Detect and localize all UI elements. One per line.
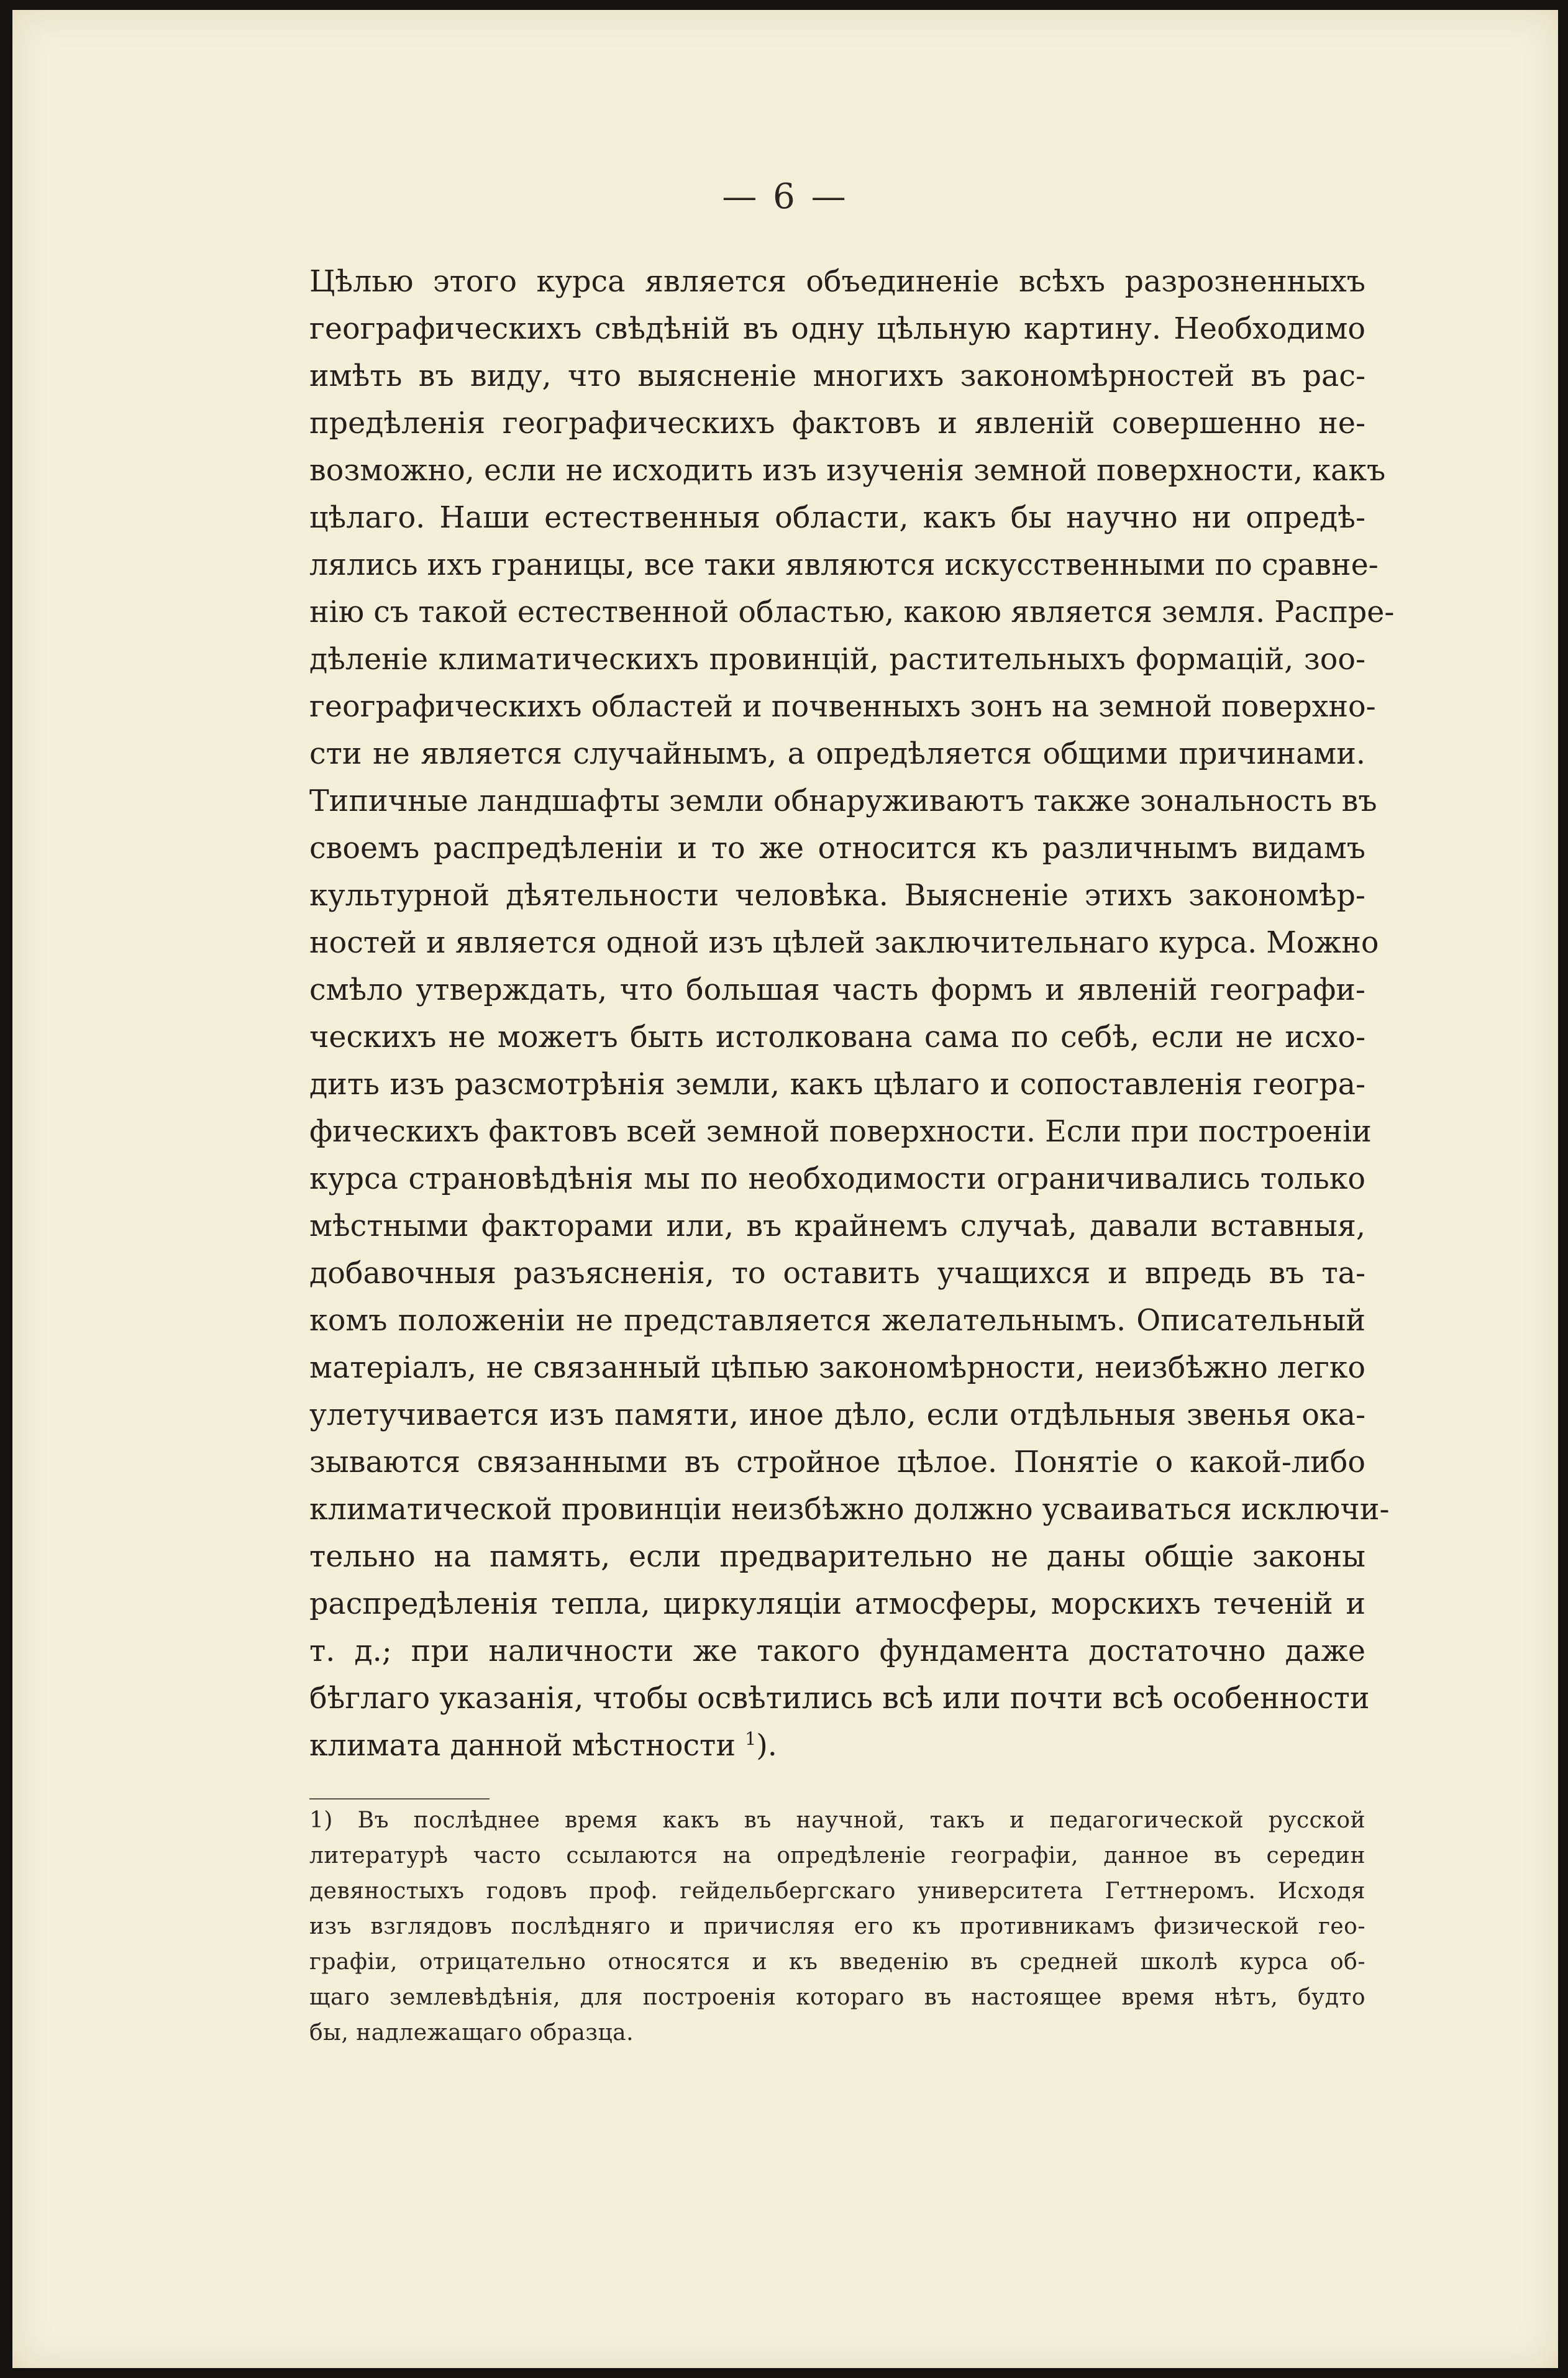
text-line: географическихъ свѣдѣній въ одну цѣльную картину. Необходимо: [309, 312, 1365, 346]
text-line: мѣстными факторами или, въ крайнемъ случаѣ, давали вставныя,: [309, 1209, 1365, 1243]
footnote-divider: [309, 1798, 490, 1800]
text-line: смѣло утверждать, что большая часть формъ и явленій географи-: [309, 973, 1365, 1007]
text-line: дить изъ разсмотрѣнія земли, какъ цѣлаго и сопоставленія геогра-: [309, 1068, 1365, 1102]
footnote-line: литературѣ часто ссылаются на опредѣленіе географіи, данное въ середин: [309, 1843, 1365, 1868]
text-line: возможно, если не исходить изъ изученія земной поверхности, какъ: [309, 454, 1386, 488]
text-line: имѣть въ виду, что выясненіе многихъ закономѣрностей въ рас-: [309, 359, 1365, 393]
text-line: фическихъ фактовъ всей земной поверхности. Если при построеніи: [309, 1115, 1372, 1149]
text-line: добавочныя разъясненія, то оставить учащихся и впредь въ та-: [309, 1256, 1365, 1291]
text-line: Типичные ландшафты земли обнаруживаютъ также зональность въ: [309, 784, 1377, 818]
footnote-label: 1): [309, 1808, 333, 1833]
text-line: лялись ихъ границы, все таки являются искусственными по сравне-: [309, 548, 1379, 582]
text-line-last: [309, 1722, 1365, 1770]
text-line: Цѣлью этого курса является объединеніе всѣхъ разрозненныхъ: [309, 265, 1365, 299]
footnote-line: девяностыхъ годовъ проф. гейдельбергскаго университета Геттнеромъ. Исходя: [309, 1878, 1365, 1904]
footnote-reference: 1: [745, 1729, 757, 1750]
footnote-line: изъ взглядовъ послѣдняго и причисляя его къ противникамъ физической гео-: [309, 1914, 1365, 1939]
text-line: предѣленія географическихъ фактовъ и явленій совершенно не-: [309, 406, 1365, 441]
text-line: распредѣленія тепла, циркуляціи атмосферы, морскихъ теченій и: [309, 1587, 1365, 1621]
text-line: тельно на память, если предварительно не даны общіе законы: [309, 1540, 1365, 1574]
text-line: нію съ такой естественной областью, какою является земля. Распре-: [309, 595, 1395, 629]
text-line: зываются связанными въ стройное цѣлое. Понятіе о какой-либо: [309, 1445, 1365, 1479]
text-line: климатической провинціи неизбѣжно должно усваиваться исключи-: [309, 1493, 1390, 1527]
text-line: своемъ распредѣленіи и то же относится къ различнымъ видамъ: [309, 831, 1365, 866]
text-line: сти не является случайнымъ, а опредѣляется общими причинами.: [309, 737, 1365, 771]
scanned-page: [12, 10, 1558, 2368]
closing-punctuation: ).: [756, 1729, 777, 1763]
footnote-line-last: бы, надлежащаго образца.: [309, 2020, 634, 2046]
text-line: комъ положеніи не представляется желательнымъ. Описательный: [309, 1304, 1365, 1338]
text-line: цѣлаго. Наши естественныя области, какъ бы научно ни опредѣ-: [309, 501, 1365, 535]
text-line: ческихъ не можетъ быть истолкована сама по себѣ, если не исхо-: [309, 1020, 1365, 1054]
text-line: улетучивается изъ памяти, иное дѣло, если отдѣльныя звенья ока-: [309, 1398, 1365, 1432]
text-line: географическихъ областей и почвенныхъ зонъ на земной поверхно-: [309, 690, 1376, 724]
footnote-line: [309, 1803, 1365, 1838]
text-line: дѣленіе климатическихъ провинцій, растительныхъ формацій, зоо-: [309, 643, 1365, 677]
page-number: — 6 —: [722, 176, 849, 217]
text-line: ностей и является одной изъ цѣлей заключительнаго курса. Можно: [309, 926, 1379, 960]
footnote: [309, 1803, 1365, 2051]
footnote-line: щаго землевѣдѣнія, для построенія котораго въ настоящее время нѣтъ, будто: [309, 1985, 1365, 2010]
footnote-line: графіи, отрицательно относятся и къ введенію въ средней школѣ курса об-: [309, 1949, 1365, 1975]
main-text: [309, 258, 1395, 1770]
text-line: культурной дѣятельности человѣка. Выясненіе этихъ закономѣр-: [309, 879, 1365, 913]
footnote-line-text: Въ послѣднее время какъ въ научной, такъ и педагогической русской: [357, 1808, 1365, 1833]
text-line: матеріалъ, не связанный цѣпью закономѣрности, неизбѣжно легко: [309, 1351, 1365, 1385]
text-line-content: климата данной мѣстности: [309, 1729, 736, 1763]
text-line: т. д.; при наличности же такого фундамента достаточно даже: [309, 1634, 1365, 1668]
text-line: курса страновѣдѣнія мы по необходимости ограничивались только: [309, 1162, 1365, 1196]
text-line: бѣглаго указанія, чтобы освѣтились всѣ или почти всѣ особенности: [309, 1681, 1370, 1716]
